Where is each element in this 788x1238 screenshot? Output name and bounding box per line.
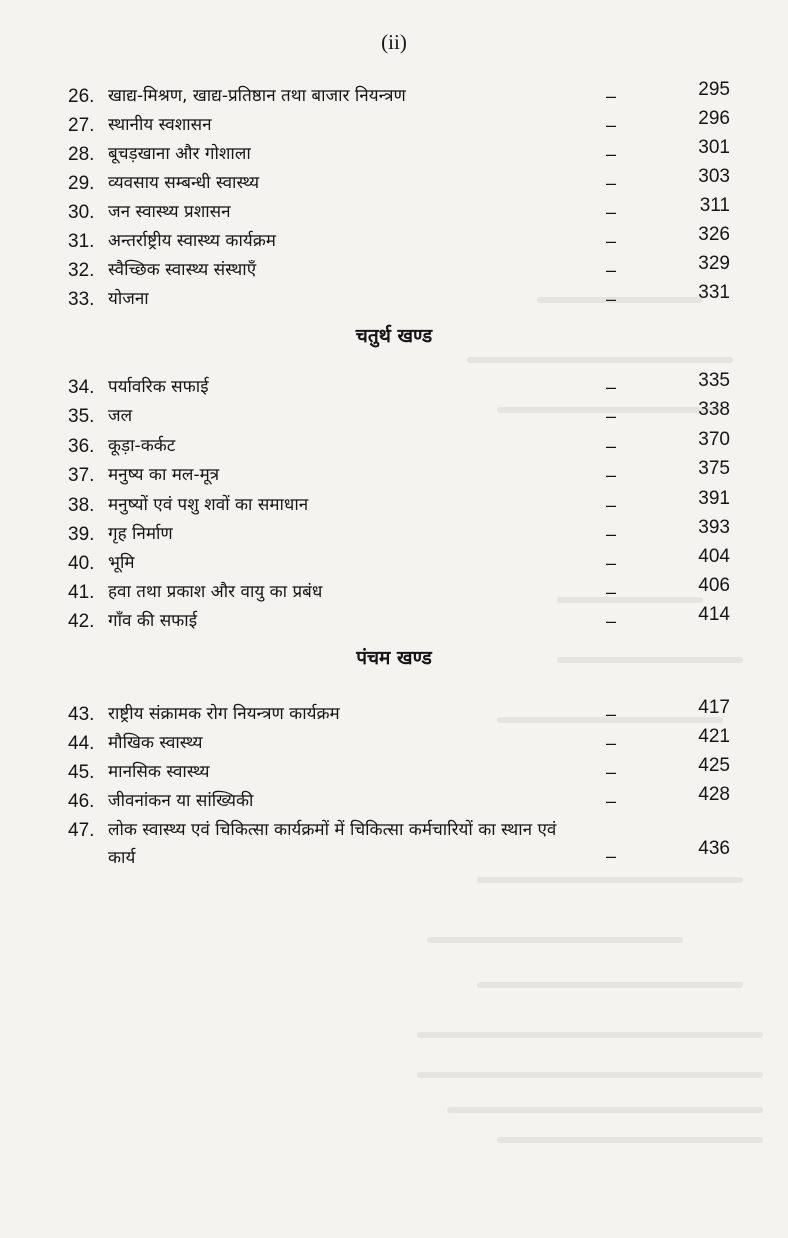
toc-entry xyxy=(0,282,788,314)
entry-leader: – xyxy=(606,762,617,782)
toc-entry xyxy=(0,370,788,402)
entry-leader: – xyxy=(606,704,617,724)
entry-title: अन्तर्राष्ट्रीय स्वास्थ्य कार्यक्रम xyxy=(108,231,276,251)
entry-title: मनुष्य का मल-मूत्र xyxy=(108,465,220,485)
entry-title: गाँव की सफाई xyxy=(108,611,198,631)
toc-entry xyxy=(0,546,788,578)
entry-title: लोक स्वास्थ्य एवं चिकित्सा कार्यक्रमों में चिकित्सा कर्मचारियों का स्थान एवं कार्य xyxy=(108,820,557,868)
entry-number: 36. xyxy=(68,436,95,457)
entry-page-number: 329 xyxy=(698,253,730,274)
entry-page-number: 425 xyxy=(698,755,730,776)
entry-leader: – xyxy=(606,231,617,251)
entry-page-number: 301 xyxy=(698,137,730,158)
toc-entry xyxy=(0,399,788,431)
toc-entry xyxy=(0,195,788,227)
entry-number: 37. xyxy=(68,465,95,486)
entry-page-number: 414 xyxy=(698,604,730,625)
entry-title: योजना xyxy=(108,289,149,309)
entry-leader: – xyxy=(606,582,617,602)
entry-page-number: 331 xyxy=(698,282,730,303)
entry-leader: – xyxy=(606,524,617,544)
entry-number: 26. xyxy=(68,86,95,107)
entry-title: स्वैच्छिक स्वास्थ्य संस्थाएँ xyxy=(108,260,257,280)
entry-number: 44. xyxy=(68,733,95,754)
entry-number: 29. xyxy=(68,173,95,194)
entry-page-number: 335 xyxy=(698,370,730,391)
entry-title: जीवनांकन या सांख्यिकी xyxy=(108,791,254,811)
entry-number: 32. xyxy=(68,260,95,281)
entry-leader: – xyxy=(606,791,617,811)
entry-page-number: 311 xyxy=(699,195,730,216)
entry-number: 33. xyxy=(68,289,95,310)
entry-leader: – xyxy=(606,115,617,135)
entry-page-number: 296 xyxy=(698,108,730,129)
page-number: (ii) xyxy=(381,30,407,54)
entry-title: जन स्वास्थ्य प्रशासन xyxy=(108,202,231,222)
entry-number: 34. xyxy=(68,377,95,398)
toc-entry xyxy=(0,755,788,787)
entry-number: 35. xyxy=(68,406,95,427)
toc-entry xyxy=(0,726,788,758)
entry-title: मौखिक स्वास्थ्य xyxy=(108,733,203,753)
entry-title: मानसिक स्वास्थ्य xyxy=(108,762,210,782)
entry-page-number: 375 xyxy=(698,458,730,479)
entry-number: 31. xyxy=(68,231,95,252)
entry-title: हवा तथा प्रकाश और वायु का प्रबंध xyxy=(108,582,323,602)
entry-leader: – xyxy=(606,465,617,485)
entry-title: भूमि xyxy=(108,553,135,573)
entry-number: 28. xyxy=(68,144,95,165)
entry-page-number: 436 xyxy=(698,838,730,859)
entry-leader: – xyxy=(606,144,617,164)
entry-title: स्थानीय स्वशासन xyxy=(108,115,212,135)
entry-number: 43. xyxy=(68,704,95,725)
entry-page-number: 404 xyxy=(698,546,730,567)
entry-title: मनुष्यों एवं पशु शवों का समाधान xyxy=(108,495,309,515)
entry-leader: – xyxy=(606,173,617,193)
entry-page-number: 338 xyxy=(698,399,730,420)
entry-title: राष्ट्रीय संक्रामक रोग नियन्त्रण कार्यक्रम xyxy=(108,704,340,724)
entry-leader: – xyxy=(606,289,617,309)
entry-page-number: 303 xyxy=(698,166,730,187)
entry-leader: – xyxy=(606,260,617,280)
toc-entry xyxy=(0,224,788,256)
entry-page-number: 295 xyxy=(698,79,730,100)
entry-number: 30. xyxy=(68,202,95,223)
entry-number: 47. xyxy=(68,820,95,841)
toc-entry xyxy=(0,458,788,490)
entry-leader: – xyxy=(606,406,617,426)
entry-leader: – xyxy=(606,846,617,866)
entry-page-number: 421 xyxy=(698,726,730,747)
entry-number: 38. xyxy=(68,495,95,516)
toc-entry xyxy=(0,79,788,111)
toc-entry xyxy=(0,816,788,874)
section-heading-fourth: चतुर्थ खण्ड xyxy=(355,325,433,347)
entry-title: बूचड़खाना और गोशाला xyxy=(108,144,251,164)
entry-leader: – xyxy=(606,733,617,753)
entry-leader: – xyxy=(606,86,617,106)
toc-entry xyxy=(0,166,788,198)
entry-number: 41. xyxy=(68,582,95,603)
entry-number: 46. xyxy=(68,791,95,812)
toc-entry xyxy=(0,137,788,169)
toc-entry xyxy=(0,784,788,816)
entry-page-number: 370 xyxy=(698,429,730,450)
entry-number: 40. xyxy=(68,553,95,574)
entry-leader: – xyxy=(606,553,617,573)
toc-entry xyxy=(0,697,788,729)
entry-title: पर्यावरिक सफाई xyxy=(108,377,209,397)
entry-leader: – xyxy=(606,436,617,456)
entry-page-number: 391 xyxy=(698,488,730,509)
entry-number: 39. xyxy=(68,524,95,545)
entry-title: जल xyxy=(108,406,133,426)
entry-page-number: 417 xyxy=(698,697,730,718)
entry-page-number: 406 xyxy=(698,575,730,596)
entry-leader: – xyxy=(606,611,617,631)
toc-entry xyxy=(0,108,788,140)
toc-entry xyxy=(0,253,788,285)
entry-page-number: 393 xyxy=(698,517,730,538)
toc-entry xyxy=(0,604,788,636)
toc-entry xyxy=(0,517,788,549)
entry-title: खाद्य-मिश्रण, खाद्य-प्रतिष्ठान तथा बाजार नियन्त्रण xyxy=(108,86,406,106)
entry-number: 27. xyxy=(68,115,95,136)
entry-title: गृह निर्माण xyxy=(108,524,173,544)
entry-number: 42. xyxy=(68,611,95,632)
entry-leader: – xyxy=(606,495,617,515)
entry-number: 45. xyxy=(68,762,95,783)
section-heading-fifth: पंचम खण्ड xyxy=(356,647,432,669)
toc-entry xyxy=(0,429,788,461)
toc-entry xyxy=(0,575,788,607)
entry-page-number: 326 xyxy=(698,224,730,245)
entry-title: कूड़ा-कर्कट xyxy=(108,436,176,456)
entry-leader: – xyxy=(606,202,617,222)
entry-title: व्यवसाय सम्बन्धी स्वास्थ्य xyxy=(108,173,260,193)
toc-entry xyxy=(0,488,788,520)
entry-leader: – xyxy=(606,377,617,397)
entry-page-number: 428 xyxy=(698,784,730,805)
